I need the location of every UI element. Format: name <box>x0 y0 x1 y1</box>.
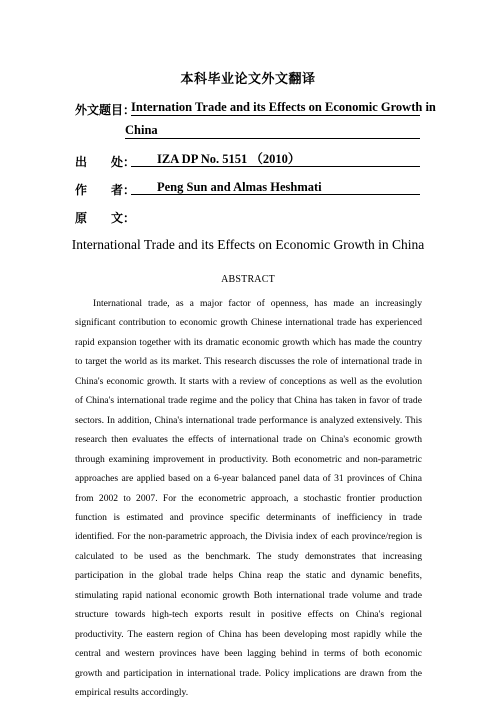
author-row <box>75 181 135 198</box>
document-title: 本科毕业论文外文翻译 <box>180 72 316 87</box>
original-label: 原 文： <box>75 211 136 225</box>
author-label: 作 者： <box>75 183 136 197</box>
original-row <box>75 209 135 226</box>
abstract-body: International trade, as a major factor of openness, has made an increasingly significant contribution to economic growth Chinese international trade has experienced rapid expansion together with its dramatic economic growth which has made the country to target the world as its market. This research discusses the role of international trade in China's economic growth. It starts with a review of conceptions as well as the evolution of China's international trade regime and the policy that China has taken in favor of trade sectors. In addition, China's international trade performance is analyzed extensively. This research then evaluates the effects of international trade on China's economic growth through examining improvement in productivity. Both econometric and non-parametric approaches are applied based on a 6-year balanced panel data of 31 provinces of China from 2002 to 2007. For the econometric approach, a stochastic frontier production function is estimated and province specific determinants of inefficiency in trade identified. For the non-parametric approach, the Divisia index of each province/region is calculated to be used as the benchmark. The study demonstrates that increasing participation in the global trade helps China reap the static and dynamic benefits, stimulating rapid national economic growth Both international trade volume and trade structure towards high-tech exports result in positive effects on China's regional productivity. The eastern region of China has been developing most rapidly while the central and western provinces have been lagging behind in terms of both economic growth and participation in international trade. Policy implications are drawn from the empirical results accordingly. <box>75 298 422 699</box>
foreign-title-line2: China <box>125 122 420 139</box>
foreign-title-line1: Internation Trade and its Effects on Economic Growth in <box>131 100 436 114</box>
foreign-title-row <box>75 101 135 118</box>
source-label: 出 处： <box>75 155 136 169</box>
source-value: IZA DP No. 5151 （2010） <box>131 151 420 167</box>
abstract-heading: ABSTRACT <box>221 274 275 285</box>
source-row <box>75 153 135 170</box>
author-value: Peng Sun and Almas Heshmati <box>131 179 420 195</box>
foreign-title-label: 外文题目： <box>75 103 136 117</box>
paper-title: International Trade and its Effects on Economic Growth in China <box>71 237 425 252</box>
